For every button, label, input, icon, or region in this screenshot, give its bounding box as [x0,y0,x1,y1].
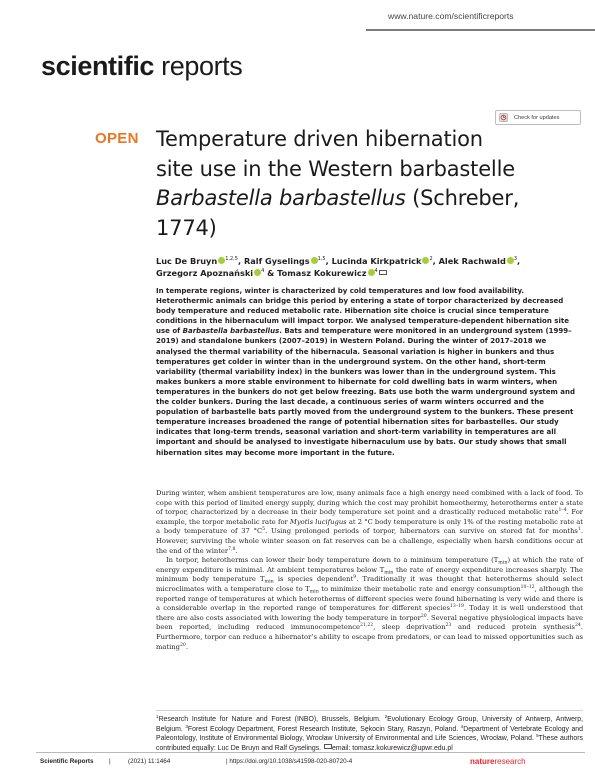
abstract-species-italic: Barbastella barbastellus [182,327,280,336]
author[interactable]: Luc De Bruyn $^{1,2,5}$ [156,256,238,266]
logo-light: reports [161,51,243,81]
author[interactable]: Alek Rachwald $^3$ [438,256,518,266]
reference-link[interactable]: 1–4 [558,508,567,514]
open-access-label: OPEN [95,130,139,147]
reference-link[interactable]: 13–19 [449,604,464,610]
author[interactable]: Tomasz Kokurewicz $^4$ [277,268,387,278]
reference-link[interactable]: 7,8 [228,546,236,552]
orcid-icon[interactable] [311,257,318,264]
author-separator: , [237,256,244,266]
reference-link[interactable]: 23 [445,623,452,629]
author[interactable]: Grzegorz Apoznański $^4$ [156,268,265,278]
footer-citation: (2021) 11:1464 [128,758,171,765]
author-list [156,255,566,279]
author-separator: , [517,256,521,266]
reference-link[interactable]: 21,22 [360,623,374,629]
reference-link[interactable]: 1 [577,527,581,533]
paragraph-2: In torpor, heterotherms can lower their body temperature down to a minimum temperature $(T_{min})$ at which the rate of energy expenditure is minimal. At ambient temperatures below $T_{min}$ the rate of energy expenditure increases sharply. The minimum body temperature $T_{min}$ is species dependent$^9$. Traditionally it was thought that heterotherms should select microclimates with a temperature close to $T_{min}$ to minimize their metabolic rate and energy consumption$^{10-12}$, although the reported range of temperatures at which heterotherms of different species were found hibernating is very wide and there is a considerable overlap in the reported range of temperatures for different species$^{13-19}$. Today it is well understood that there are also costs associated with lowering the body temperature in torpor$^{20}$. Several negative physiological impacts have been reported, including reduced immunocompetence$^{21,22}$, sleep deprivation$^{23}$ and reduced protein synthesis$^{24}$. Furthermore, torpor can reduce a hibernator’s ability to escape from predators, or can lead to missed opportunities such as mating$^{20}$. [156,556,584,651]
header-divider [366,29,595,31]
affiliation-divider [156,710,583,711]
author-separator: , [325,256,332,266]
orcid-icon[interactable] [507,257,514,264]
footer-divider [36,752,585,753]
top-bar [0,0,595,29]
author[interactable]: Ralf Gyselings $^{1,5}$ [243,256,326,266]
check-updates-icon [499,113,508,122]
article-title [156,125,581,243]
publisher-logo: natureresearch [470,757,526,766]
reference-link[interactable]: 10–12 [520,584,535,590]
paragraph-1: During winter, when ambient temperatures are low, many animals face a high energy need combined with a lack of food. To cope with this period of limited energy supply, during which the cost may prohibit homeothermy, heterotherms enter a state of torpor, characterized by a decrease in their body temperature set point and a drastically reduced metabolic rate$^{1-4}$. For example, the torpor metabolic rate for Myotis lucifugus at 2 °C body temperature is only 1% of the resting metabolic rate at a body temperature of 37 $^\circ C^5$. Using prolonged periods of torpor, hibernators can survive on stored fat for months$^1$. However, surviving the whole winter season on fat reserves can be a challenge, especially when harsh conditions occur at the end of the winter$^{7,8}$. [156,489,583,555]
check-for-updates-button[interactable] [495,110,581,125]
footer-doi-link[interactable]: | https://doi.org/10.1038/s41598-020-80720-4 [226,758,353,765]
corresponding-email[interactable]: email: tomasz.kokurewicz@upwr.edu.pl [332,744,453,752]
reference-link[interactable]: 9 [353,575,357,581]
footer-journal: Scientific Reports [40,758,94,765]
author[interactable]: Lucinda Kirkpatrick $^2$ [331,256,433,266]
abstract: In temperate regions, winter is characterized by cold temperatures and low food availability. Heterothermic animals can bridge this period by entering a state of torpor characterized by decreased body temperature and reduced metabolic rate. Hibernation site choice is crucial since temperature conditions in the hibernaculum will impact torpor. We analysed temperature-dependent hibernation site use of Barbastella barbastellus. Bats and temperature were monitored in an underground system (1999–2019) and standalone bunkers (2007–2019) in Western Poland. During the winter of 2017–2018 we analysed the thermal variability of the hibernacula. Seasonal variation is higher in bunkers and thus temperatures get colder in winter than in the underground system. On the other hand, short-term variability (thermal variability index) in the bunkers was lower than in the underground system. This makes bunkers a more stable environment to hibernate for cold dwelling bats in warm winters, when temperatures in the bunkers do not get below freezing. Bats use both the warm underground system and the colder bunkers. During the last decade, a continuous series of warm winters occurred and the population of barbastelle bats partly moved from the underground system to the bunkers. These present temperature increases broadened the range of potential hibernation sites for barbastelles. Our study indicates that long-term trends, seasonal variation and short-term variability in temperatures are all important and should be analysed to investigate hibernaculum use by bats. Our study shows that small hibernation sites may become more important in the future. [156,287,575,457]
orcid-icon[interactable] [368,269,375,276]
title-line-3-rest: (Schreber, [405,186,520,210]
affiliations: $^1$Research Institute for Nature and Forest (INBO), Brussels, Belgium. $^2$Evolutionary Ecology Group, University of Antwerp, Antwerp, Belgium. $^3$Forest Ecology Department, Forest Research Institute, Sękocin Stary, Raszyn, Poland. $^4$Department of Vertebrate Ecology and Paleontology, Institute of Environmental Biology, Wrocław University of Environmental and Life Sciences, Wrocław, Poland. $^5$These authors contributed equally: Luc De Bruyn and Ralf Gyselings. email: tomasz.kokurewicz@upwr.edu.pl [156,714,583,752]
title-line-2: site use in the Western barbastelle [156,156,515,181]
journal-logo[interactable] [41,51,242,82]
reference-link[interactable]: 24 [574,623,581,629]
logo-bold: scientific [41,51,155,81]
check-updates-label: Check for updates [514,114,560,121]
email-icon [324,744,332,749]
reference-link[interactable]: 20 [179,642,186,648]
reference-link[interactable]: 5 [262,527,266,533]
footer-separator: | [109,758,111,765]
reference-link[interactable]: 20 [420,613,427,619]
title-line-4: 1774) [156,215,217,240]
author-separator: , [432,256,439,266]
article-body [156,489,583,652]
author-ampersand: & [264,268,278,278]
journal-url-link[interactable]: www.nature.com/scientificreports [388,11,514,21]
title-species-italic: Barbastella barbastellus [156,186,406,210]
title-line-1: Temperature driven hibernation [156,127,483,151]
email-icon[interactable] [379,270,387,275]
